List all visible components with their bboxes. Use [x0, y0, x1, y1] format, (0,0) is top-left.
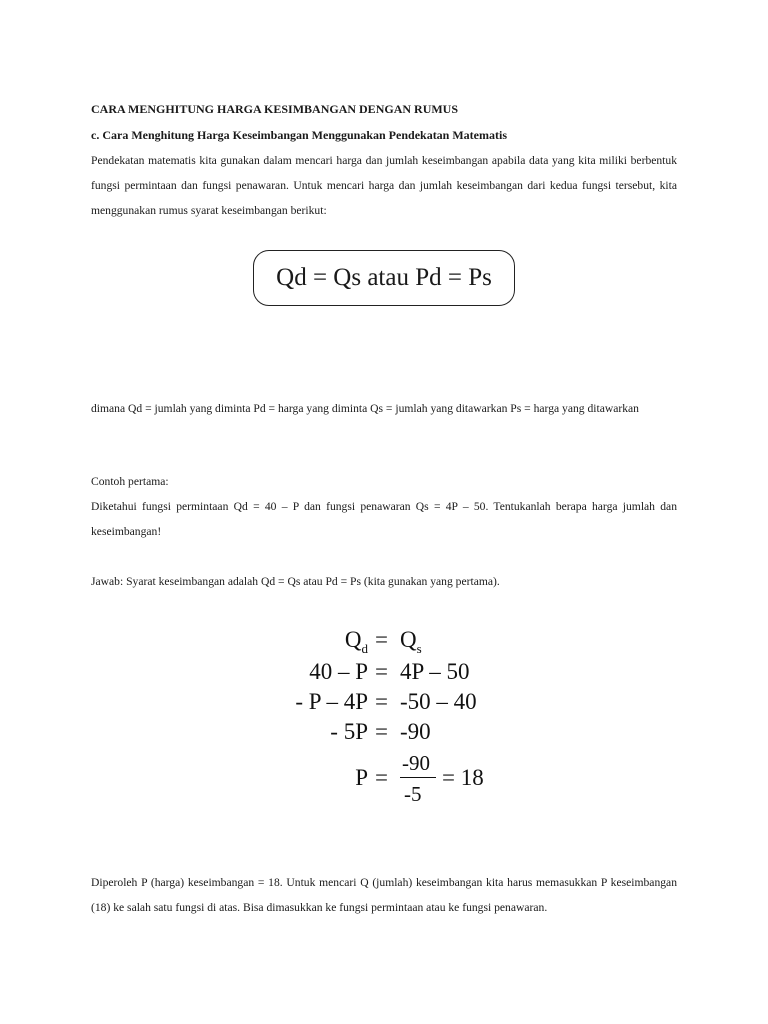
- document-title: CARA MENGHITUNG HARGA KESIMBANGAN DENGAN RUMUS: [91, 102, 459, 116]
- eq-row2-right: 4P – 50: [400, 659, 470, 684]
- eq-row5-equals: =: [375, 765, 388, 790]
- eq-row1-left: $Q_d$: [344, 627, 368, 656]
- intro-paragraph: Pendekatan matematis kita gunakan dalam mencari harga dan jumlah keseimbangan apabila data yang kita miliki berbentuk fungsi permintaan dan fungsi penawaran. Untuk mencari harga dan jumlah keseimbangan dari kedua fungsi tersebut, kita menggunakan rumus syarat keseimbangan berikut:: [91, 154, 677, 217]
- fraction-denominator: -5: [404, 782, 422, 806]
- eq-row3-right: -50 – 40: [400, 689, 477, 714]
- eq-row3-left: - P – 4P: [295, 689, 368, 714]
- eq-row1-right: $Q_s$: [400, 627, 422, 656]
- eq-row2-left: 40 – P: [309, 659, 368, 684]
- eq-row5-left: P: [355, 765, 368, 790]
- eq-row4-left: - 5P: [330, 719, 368, 744]
- example-paragraph: Diketahui fungsi permintaan Qd = 40 – P dan fungsi penawaran Qs = 4P – 50. Tentukanlah berapa harga jumlah dan keseimbangan!: [91, 500, 677, 538]
- eq-row4-right: -90: [400, 719, 431, 744]
- fraction-numerator: -90: [402, 751, 430, 775]
- conclusion-paragraph: Diperoleh P (harga) keseimbangan = 18. Untuk mencari Q (jumlah) keseimbangan kita harus memasukkan P keseimbangan (18) ke salah satu fungsi di atas. Bisa dimasukkan ke fungsi permintaan atau ke fungsi penawaran.: [91, 876, 677, 914]
- section-subtitle: c. Cara Menghitung Harga Keseimbangan Menggunakan Pendekatan Matematis: [91, 128, 508, 142]
- example-heading: Contoh pertama:: [91, 475, 169, 488]
- eq-row2-equals: =: [375, 659, 388, 684]
- answer-paragraph: Jawab: Syarat keseimbangan adalah Qd = Qs atau Pd = Ps (kita gunakan yang pertama).: [91, 575, 500, 588]
- formula-box: Qd = Qs atau Pd = Ps: [253, 250, 515, 306]
- definitions-paragraph: dimana Qd = jumlah yang diminta Pd = harga yang diminta Qs = jumlah yang ditawarkan Ps = harga yang ditawarkan: [91, 402, 639, 415]
- eq-row5-result: = 18: [442, 765, 484, 790]
- eq-row3-equals: =: [375, 689, 388, 714]
- eq-row4-equals: =: [375, 719, 388, 744]
- eq-row1-equals: =: [375, 627, 388, 652]
- fraction-bar: [400, 777, 436, 778]
